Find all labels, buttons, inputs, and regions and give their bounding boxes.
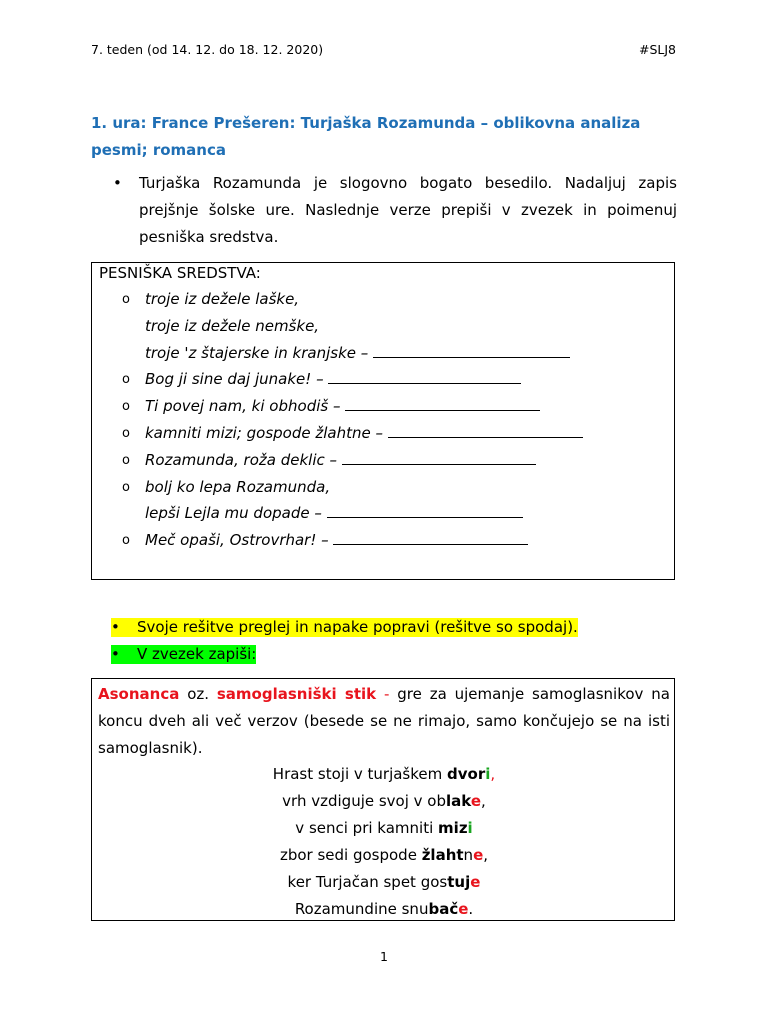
term-synonym: samoglasniški stik (216, 685, 377, 703)
list-marker: o (122, 292, 130, 307)
list-marker: o (122, 399, 130, 414)
list-marker: o (122, 480, 130, 495)
intro-text: Turjaška Rozamunda je slogovno bogato besedilo. Nadaljuj zapis prejšnje šolske ure. Naslednje verze prepiši v zvezek in poimenuj pesniška sredstva. (139, 174, 677, 246)
answer-blank[interactable] (328, 369, 521, 384)
exercise-box (91, 262, 675, 580)
write-instruction-text: V zvezek zapiši: (137, 645, 257, 663)
definition-body: gre za ujemanje samoglasnikov na koncu dveh ali več verzov (besede se ne rimajo, samo končujejo se na isti samoglasnik). (98, 685, 670, 757)
page-number: 1 (380, 949, 388, 964)
answer-blank[interactable] (388, 423, 583, 438)
poem-line: vrh vzdiguje svoj v oblake, (282, 792, 486, 810)
bullet-icon: • (111, 618, 120, 636)
poem-example (92, 761, 676, 923)
verse-line: Ti povej nam, ki obhodiš – (145, 396, 540, 416)
verse-line: troje iz dežele laške, (145, 290, 300, 308)
bullet-icon: • (111, 645, 120, 663)
exercise-title: PESNIŠKA SREDSTVA: (99, 264, 261, 282)
poem-line: zbor sedi gospode žlahtne, (279, 846, 489, 864)
definition-box (91, 678, 675, 921)
check-instruction (111, 618, 578, 637)
list-marker: o (122, 426, 130, 441)
poem-line: ker Turjačan spet gostuje (287, 873, 481, 891)
answer-blank[interactable] (373, 343, 570, 358)
intro-paragraph (113, 170, 677, 251)
section-heading: 1. ura: France Prešeren: Turjaška Rozamunda – oblikovna analiza pesmi; romanca (91, 114, 641, 159)
poem-line: v senci pri kamniti mizi (295, 819, 473, 837)
verse-line: troje iz dežele nemške, (145, 317, 320, 335)
header-subject-tag: #SLJ8 (638, 42, 676, 57)
verse-line: Rozamunda, roža deklic – (145, 450, 536, 470)
list-marker: o (122, 372, 130, 387)
verse-line: lepši Lejla mu dopade – (145, 503, 523, 523)
verse-line: bolj ko lepa Rozamunda, (145, 478, 331, 496)
verse-line: troje 'z štajerske in kranjske – (145, 343, 570, 363)
poem-line: Rozamundine snubače. (294, 900, 474, 918)
bullet-icon: • (113, 174, 122, 192)
answer-blank[interactable] (333, 530, 528, 545)
answer-blank[interactable] (345, 396, 540, 411)
list-marker: o (122, 453, 130, 468)
check-instruction-text: Svoje rešitve preglej in napake popravi (rešitve so spodaj). (137, 618, 578, 636)
verse-line: Bog ji sine daj junake! – (145, 369, 521, 389)
answer-blank[interactable] (342, 450, 536, 465)
write-instruction (111, 645, 256, 664)
answer-blank[interactable] (327, 503, 523, 518)
header-week: 7. teden (od 14. 12. do 18. 12. 2020) (91, 42, 324, 57)
poem-line: Hrast stoji v turjaškem dvori, (272, 765, 496, 783)
verse-line: Meč opaši, Ostrovrhar! – (145, 530, 528, 550)
term: Asonanca (98, 685, 180, 703)
verse-line: kamniti mizi; gospode žlahtne – (145, 423, 583, 443)
list-marker: o (122, 533, 130, 548)
definition-text: Asonanca oz. samoglasniški stik - gre za ujemanje samoglasnikov na koncu dveh ali več verzov (besede se ne rimajo, samo končujejo se na isti samoglasnik). (98, 685, 670, 757)
